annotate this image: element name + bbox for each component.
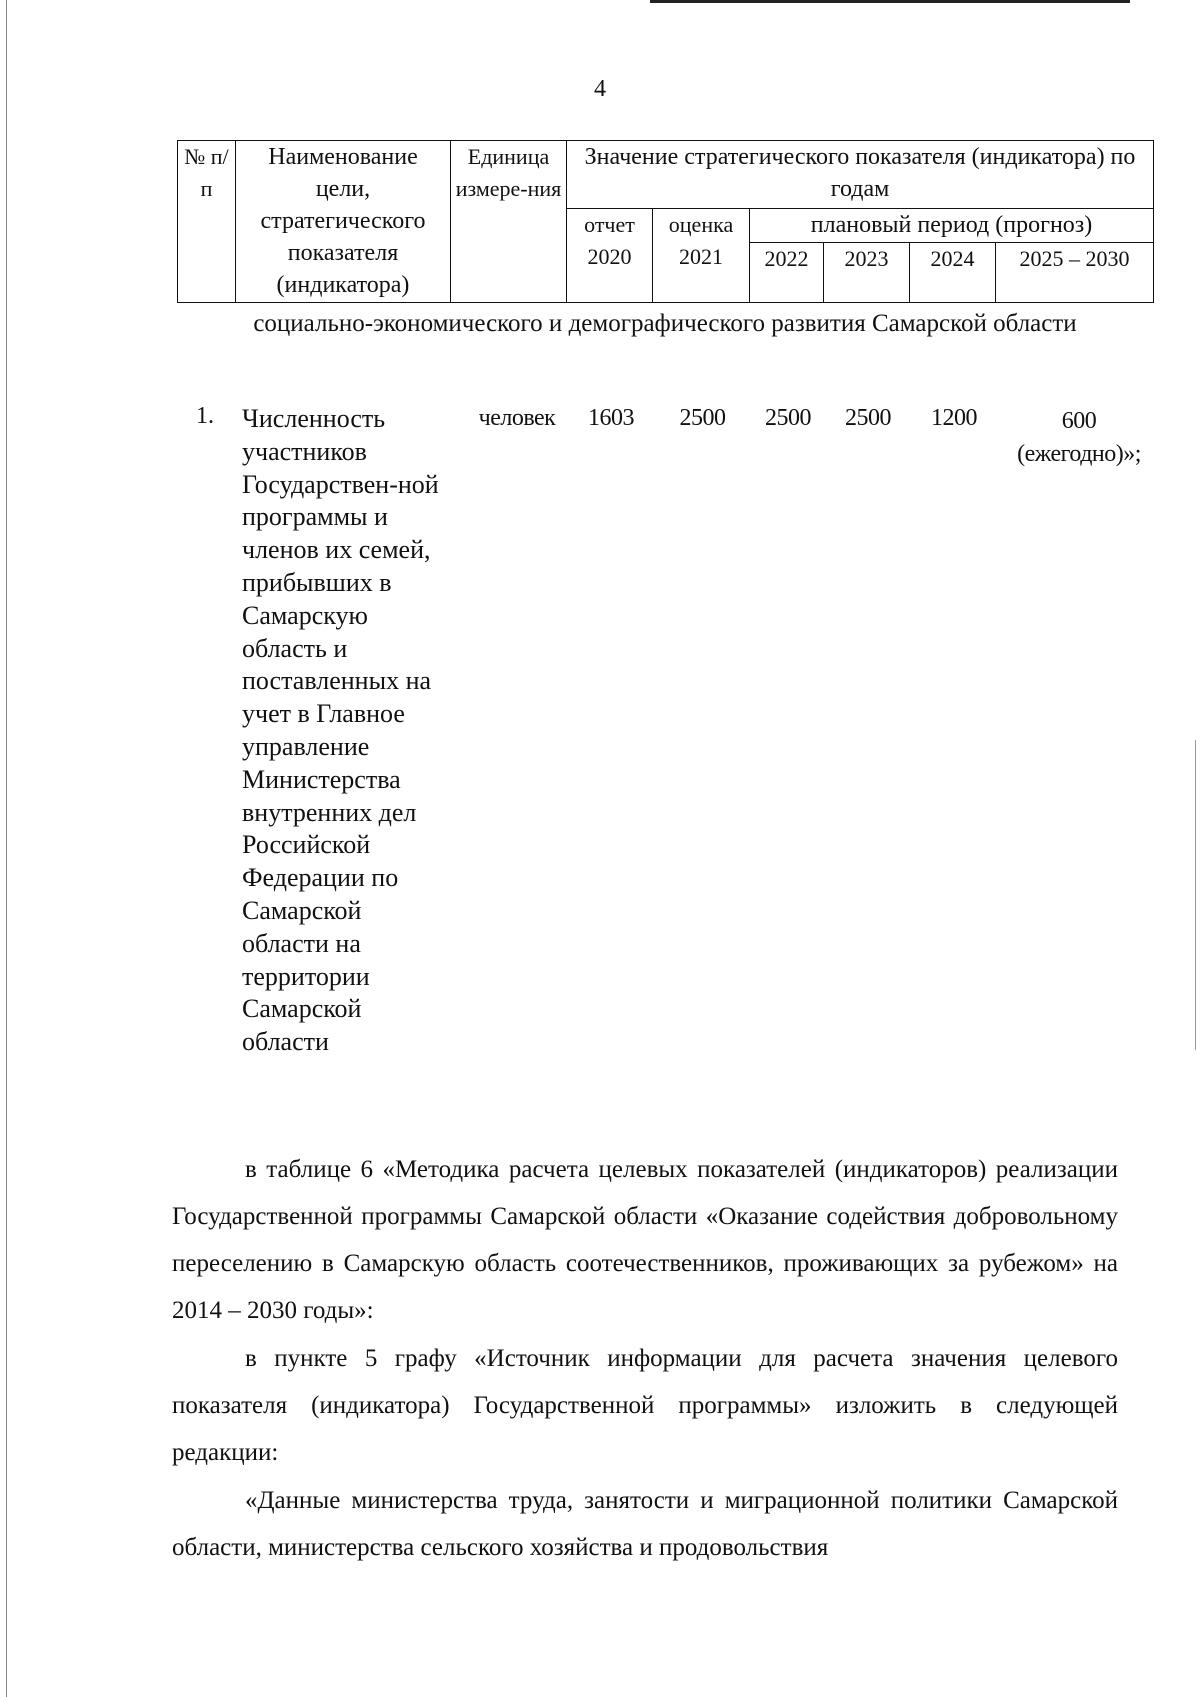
indicator-table-header: [177, 140, 1154, 303]
header-number-cell: № п/п: [178, 141, 236, 303]
year-2024: 2024: [910, 243, 996, 303]
header-estimate-cell: [653, 209, 750, 303]
paragraph-data-source: «Данные министерства труда, занятости и миграционной политики Самарской области, министерства сельского хозяйства и продовольствия: [172, 1487, 1118, 1561]
row-value-2021: 2500: [679, 405, 726, 431]
section-title: социально-экономического и демографического развития Самарской области: [253, 310, 1077, 337]
paragraph-item5: в пункте 5 графу «Источник информации для расчета значения целевого показателя (индикатора) Государственной программы» изложить в следующей редакции:: [172, 1345, 1118, 1466]
report-label: отчет: [584, 212, 635, 237]
row-indicator-name: Численность участников Государствен-ной программы и членов их семей, прибывших в Самарскую область и поставленных на учет в Главное управление Министерства внутренних дел Российской Федерации по Самарской области на территории Самарской области: [242, 404, 439, 1057]
estimate-label: оценка: [668, 212, 734, 237]
top-edge-rule: [650, 0, 1130, 3]
year-2023: 2023: [824, 243, 910, 303]
year-2025-2030: 2025 – 2030: [996, 243, 1154, 303]
row-value-2020: 1603: [588, 405, 634, 431]
year-2020: 2020: [587, 244, 632, 269]
header-values-cell: Значение стратегического показателя (индикатора) по годам: [567, 141, 1154, 209]
row-value-2024: 1200: [931, 405, 977, 431]
paragraph-table6: в таблице 6 «Методика расчета целевых показателей (индикаторов) реализации Государственной программы Самарской области «Оказание содействия добровольному переселению в Самарскую область соотечественников, проживающих за рубежом» на 2014 – 2030 годы»:: [172, 1156, 1118, 1324]
year-2022: 2022: [750, 243, 824, 303]
header-plan-cell: плановый период (прогноз): [750, 209, 1154, 243]
row-unit: человек: [478, 405, 556, 431]
header-unit-cell: Единица измере-ния: [451, 141, 567, 303]
left-edge-rule: [6, 0, 7, 1697]
row-value-2022: 2500: [765, 405, 811, 431]
row-value-2023: 2500: [845, 405, 891, 431]
header-report-cell: [567, 209, 653, 303]
row-value-2025-2030: 600 (ежегодно)»;: [1017, 408, 1141, 467]
header-name-cell: Наименование цели, стратегического показателя (индикатора): [236, 141, 451, 303]
row-number: 1.: [196, 403, 214, 429]
page-number: 4: [594, 76, 606, 102]
year-2021: 2021: [679, 244, 723, 269]
right-edge-rule: [1195, 740, 1196, 1050]
